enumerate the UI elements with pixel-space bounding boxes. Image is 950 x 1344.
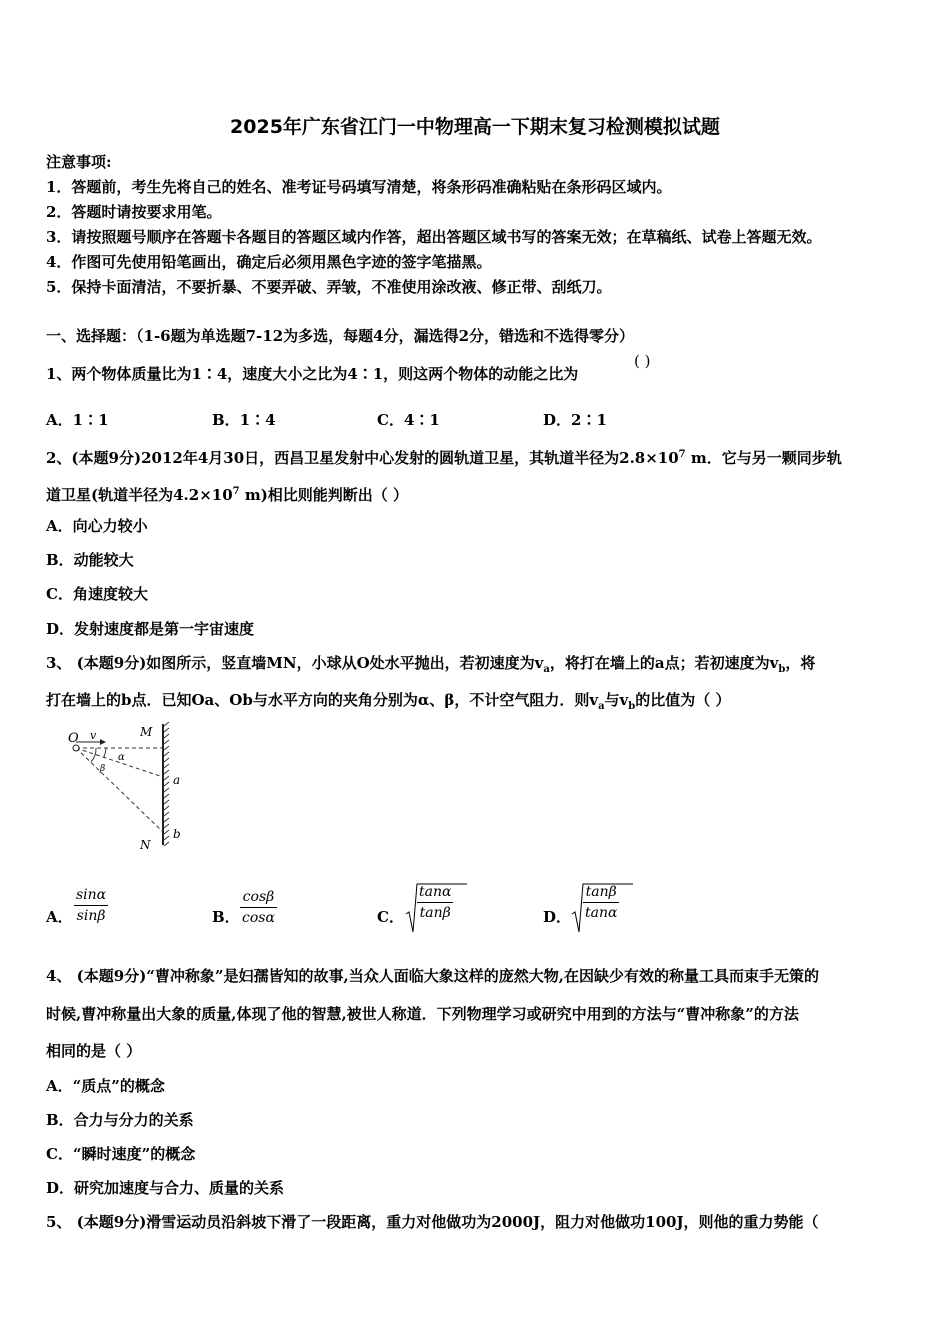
q1-option-a: A．1∶1 [46,411,109,429]
label-v: v [90,729,97,742]
label-n: N [140,838,151,852]
q4-option-a: A．“质点”的概念 [46,1077,165,1095]
label-a: a [173,773,181,787]
label-b: b [173,827,181,841]
q4-option-d: D．研究加速度与合力、质量的关系 [46,1179,285,1197]
question-4-line-1: 4、 (本题9分)“曹冲称象”是妇孺皆知的故事,当众人面临大象这样的庞然大物,在因缺少有效的称量工具而束手无策的 [46,967,819,985]
q3-option-b-label: B． [212,908,240,926]
q3-option-c-sqrt-fraction: $\frac{\tan\alpha}{\tan\beta}$ [405,884,453,921]
question-4-line-2: 时候,曹冲称量出大象的质量,体现了他的智慧,被世人称道．下列物理学习或研究中用到的方法与“曹冲称象”的方法 [46,1005,799,1023]
answer-paren: ( ) [634,352,651,370]
label-beta: β [100,764,106,774]
notice-item: 5．保持卡面清洁，不要折暴、不要弄破、弄皱，不准使用涂改液、修正带、刮纸刀。 [46,278,612,296]
projectile-wall-figure [60,722,200,857]
q2-option-d: D．发射速度都是第一宇宙速度 [46,620,255,638]
notice-item: 2．答题时请按要求用笔。 [46,203,222,221]
notice-item: 1．答题前，考生先将自己的姓名、准考证号码填写清楚，将条形码准确粘贴在条形码区域内。 [46,178,672,196]
question-3-line-1: 3、 (本题9分)如图所示，竖直墙MN，小球从O处水平抛出，若初速度为$v_a$，将打在墙上的a点；若初速度为$v_b$，将 [46,654,816,675]
q2-option-b: B．动能较大 [46,551,134,569]
label-o: O [68,731,79,746]
question-4-line-3: 相同的是（ ） [46,1042,142,1060]
q3-option-a-label: A． [46,908,73,926]
q2-option-a: A．向心力较小 [46,517,148,535]
label-alpha: α [118,752,125,763]
notice-heading: 注意事项: [46,153,112,171]
label-m: M [140,725,153,739]
q1-option-c: C．4∶1 [377,411,440,429]
q3-option-a-fraction: $\frac{\sin\alpha}{\sin\beta}$ [76,887,107,924]
q3-option-d-label: D． [543,908,572,926]
question-5-line-1: 5、 (本题9分)滑雪运动员沿斜坡下滑了一段距离，重力对他做功为2000J，阻力对他做功100J，则他的重力势能（ [46,1213,819,1231]
q3-option-c-label: C． [377,908,404,926]
question-1-stem: 1、两个物体质量比为1∶4，速度大小之比为4∶1，则这两个物体的动能之比为 [46,365,579,383]
page-title: 2025年广东省江门一中物理高一下期末复习检测模拟试题 [230,116,720,138]
notice-item: 4．作图可先使用铅笔画出，确定后必须用黑色字迹的签字笔描黑。 [46,253,492,271]
q4-option-c: C．“瞬时速度”的概念 [46,1145,196,1163]
section-heading: 一、选择题：（1-6题为单选题7-12为多选，每题4分，漏选得2分，错选和不选得零分） [46,327,635,345]
q2-option-c: C．角速度较大 [46,585,148,603]
question-2-line-2: 道卫星(轨道半径为$4.2\times 10^7$ m)相比则能判断出（ ） [46,486,409,504]
q4-option-b: B．合力与分力的关系 [46,1111,194,1129]
notice-item: 3．请按照题号顺序在答题卡各题目的答题区域内作答，超出答题区域书写的答案无效；在草稿纸、试卷上答题无效。 [46,228,822,246]
q3-option-b-fraction: $\frac{\cos\beta}{\cos\alpha}$ [242,889,275,926]
q1-option-b: B．1∶4 [212,411,276,429]
q3-option-d-sqrt-fraction: $\frac{\tan\beta}{\tan\alpha}$ [571,884,619,921]
question-3-line-2: 打在墙上的b点．已知Oa、Ob与水平方向的夹角分别为α、β，不计空气阻力．则$v_a$与$v_b$的比值为（ ） [46,691,731,712]
q1-option-d: D．2∶1 [543,411,607,429]
question-2-line-1: 2、(本题9分)2012年4月30日，西昌卫星发射中心发射的圆轨道卫星，其轨道半径为$2.8\times 10^7$ m．它与另一颗同步轨 [46,449,842,467]
